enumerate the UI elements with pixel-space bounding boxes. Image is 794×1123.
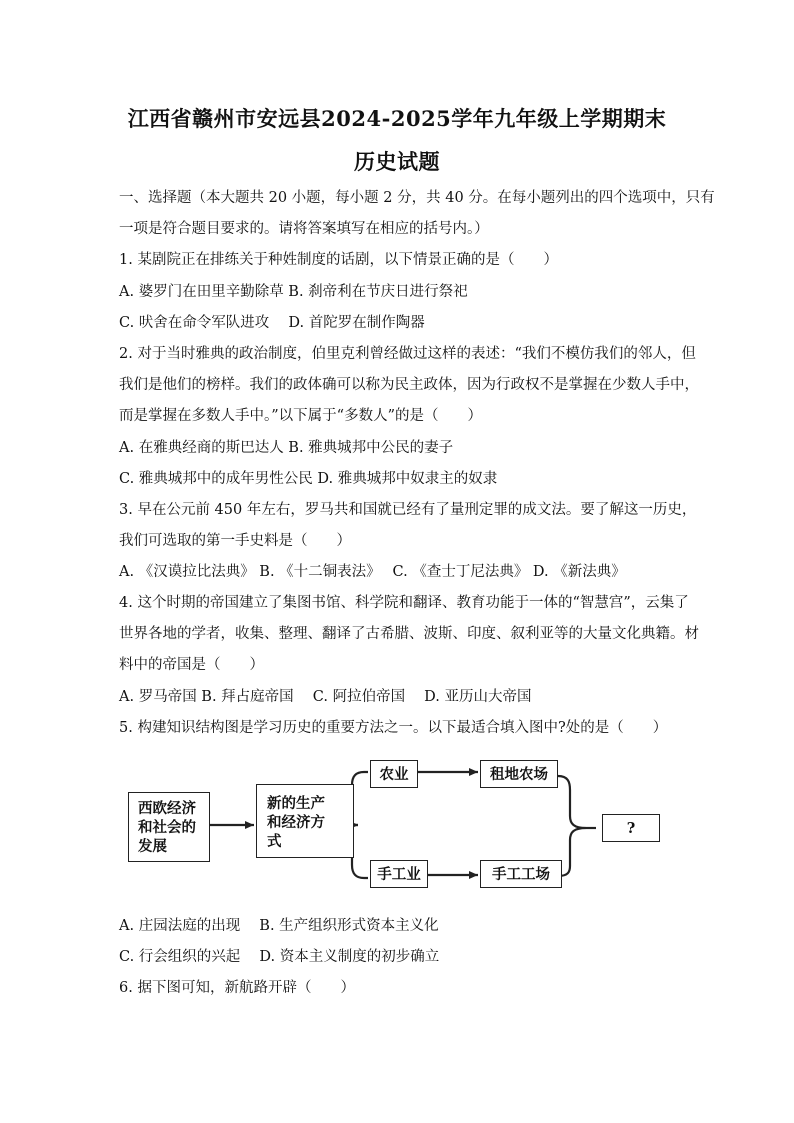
box1-line-2: 和社会的 xyxy=(138,819,196,836)
question-2-stem-line-3: 而是掌握在多数人手中。”以下属于“多数人”的是（ ） xyxy=(119,408,482,424)
question-2-options-ab: A. 在雅典经商的斯巴达人 B. 雅典城邦中公民的妻子 xyxy=(119,440,454,456)
question-2-stem-line-1: 2. 对于当时雅典的政治制度，伯里克利曾经做过这样的表述：“我们不模仿我们的邻人，但 xyxy=(119,346,696,362)
question-3-options: A. 《汉谟拉比法典》 B. 《十二铜表法》 C. 《查士丁尼法典》 D. 《新法典》 xyxy=(119,564,626,580)
exam-title: 江西省赣州市安远县2024-2025学年九年级上学期期末 xyxy=(127,106,667,131)
box-west-europe-development xyxy=(128,792,210,862)
box2-line-2: 和经济方 xyxy=(267,814,325,831)
question-5-stem: 5. 构建知识结构图是学习历史的重要方法之一。以下最适合填入图中?处的是（ ） xyxy=(119,720,668,736)
box2-line-1: 新的生产 xyxy=(267,795,325,812)
knowledge-structure-diagram xyxy=(126,758,666,893)
question-4-options: A. 罗马帝国 B. 拜占庭帝国 C. 阿拉伯帝国 D. 亚历山大帝国 xyxy=(119,689,532,705)
question-2-options-cd: C. 雅典城邦中的成年男性公民 D. 雅典城邦中奴隶主的奴隶 xyxy=(119,471,498,487)
section-intro-line-2: 一项是符合题目要求的。请将答案填写在相应的括号内。） xyxy=(119,221,489,237)
question-4-stem-line-1: 4. 这个时期的帝国建立了集图书馆、科学院和翻译、教育功能于一体的“智慧宫”，云集了 xyxy=(119,595,689,611)
box-manufactory: 手工工场 xyxy=(480,860,562,888)
question-1-options-ab: A. 婆罗门在田里辛勤除草 B. 刹帝利在节庆日进行祭祀 xyxy=(119,284,468,300)
box1-line-1: 西欧经济 xyxy=(138,800,196,817)
brace-right xyxy=(558,776,586,876)
question-5-options-cd: C. 行会组织的兴起 D. 资本主义制度的初步确立 xyxy=(119,949,440,965)
box-question-mark: ? xyxy=(602,814,660,842)
box-handicraft: 手工业 xyxy=(370,860,428,888)
question-4-stem-line-2: 世界各地的学者，收集、整理、翻译了古希腊、波斯、印度、叙利亚等的大量文化典籍。材 xyxy=(119,626,699,642)
question-1-stem: 1. 某剧院正在排练关于种姓制度的话剧，以下情景正确的是（ ） xyxy=(119,252,558,268)
question-1-options-cd: C. 吠舍在命令军队进攻 D. 首陀罗在制作陶器 xyxy=(119,315,425,331)
question-3-stem-line-1: 3. 早在公元前 450 年左右，罗马共和国就已经有了量刑定罪的成文法。要了解这一历史， xyxy=(119,502,697,518)
question-4-stem-line-3: 料中的帝国是（ ） xyxy=(119,657,264,673)
question-5-options-ab: A. 庄园法庭的出现 B. 生产组织形式资本主义化 xyxy=(119,918,439,934)
box1-line-3: 发展 xyxy=(138,838,167,855)
box-agriculture: 农业 xyxy=(370,760,418,788)
section-intro-line-1: 一、选择题（本大题共 20 小题，每小题 2 分，共 40 分。在每小题列出的四个选项中，只有 xyxy=(119,190,715,206)
question-6-stem: 6. 据下图可知，新航路开辟（ ） xyxy=(119,980,355,996)
exam-subtitle: 历史试题 xyxy=(354,149,440,174)
box2-line-3: 式 xyxy=(267,833,282,850)
question-3-stem-line-2: 我们可选取的第一手史料是（ ） xyxy=(119,533,351,549)
box-rent-farm: 租地农场 xyxy=(480,760,558,788)
question-2-stem-line-2: 我们是他们的榜样。我们的政体确可以称为民主政体，因为行政权不是掌握在少数人手中， xyxy=(119,377,699,393)
box-new-economic-mode xyxy=(256,784,354,858)
